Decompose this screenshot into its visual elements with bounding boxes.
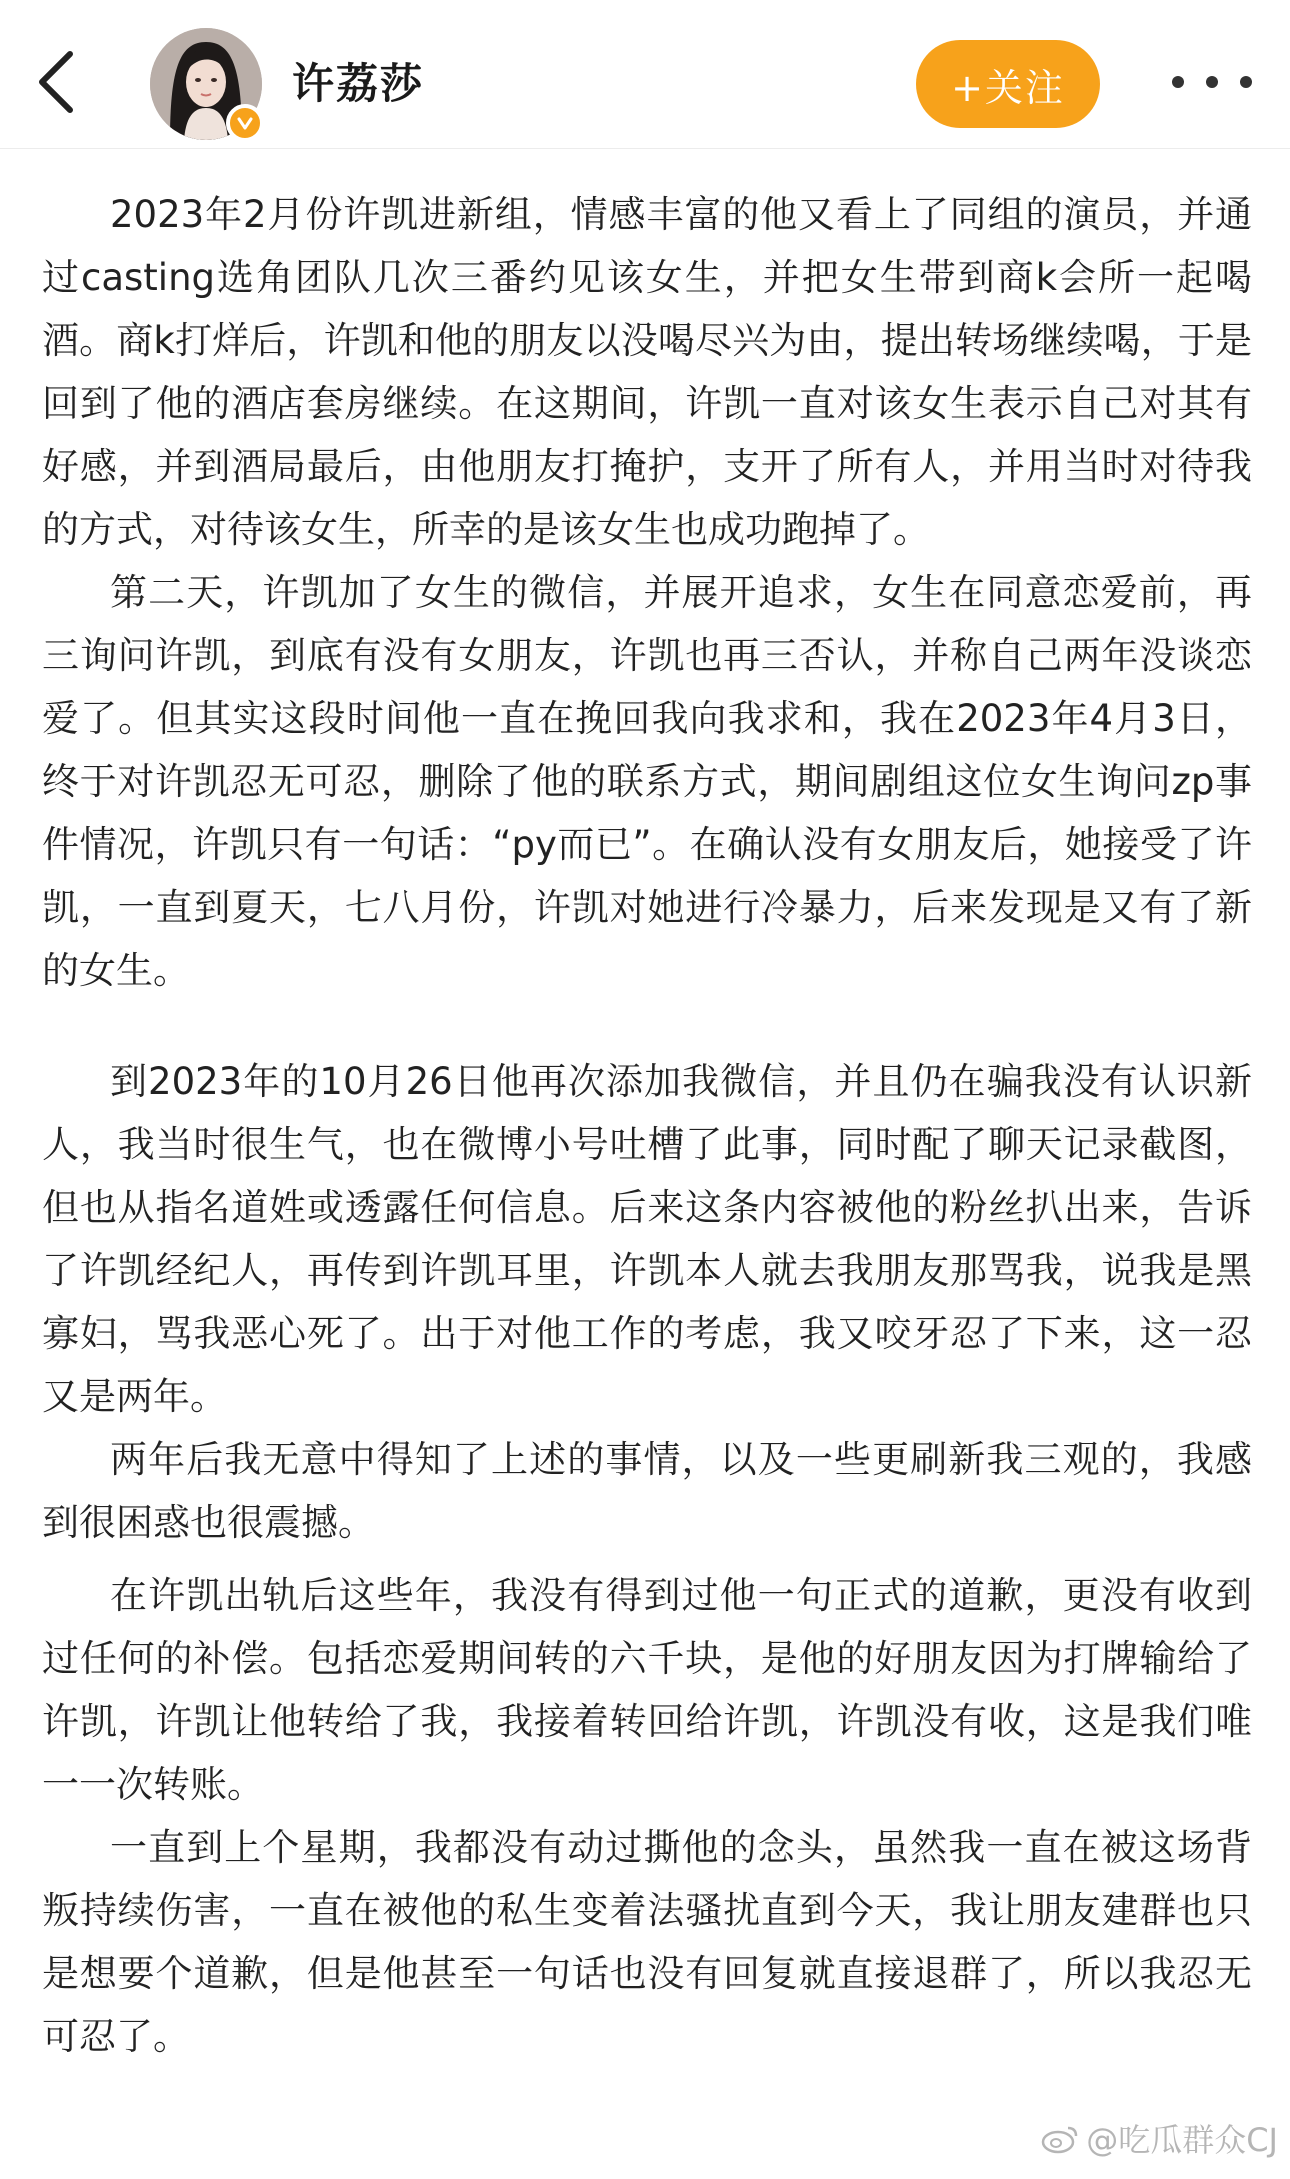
more-options-button[interactable]: [1172, 60, 1252, 104]
profile-name[interactable]: 许荔莎: [292, 59, 425, 108]
paragraph-spacer: [42, 1554, 1252, 1564]
avatar-container[interactable]: [150, 28, 262, 140]
paragraph-spacer: [42, 1002, 1252, 1050]
more-horizontal-icon-dot: [1240, 76, 1252, 88]
post-paragraph: 到2023年的10月26日他再次添加我微信，并且仍在骗我没有认识新人，我当时很生气，也在微博小号吐槽了此事，同时配了聊天记录截图，但也从指名道姓或透露任何信息。后来这条内容被他的粉丝扒出来，告诉了许凯经纪人，再传到许凯耳里，许凯本人就去我朋友那骂我，说我是黑寡妇，骂我恶心死了。出于对他工作的考虑，我又咬牙忍了下来，这一忍又是两年。: [42, 1060, 1252, 1418]
post-paragraph: 在许凯出轨后这些年，我没有得到过他一句正式的道歉，更没有收到过任何的补偿。包括恋爱期间转的六千块，是他的好朋友因为打牌输给了许凯，许凯让他转给了我，我接着转回给许凯，许凯没有收，这是我们唯一一次转账。: [42, 1574, 1252, 1806]
watermark-text: @吃瓜群众CJ: [1086, 2121, 1278, 2159]
back-button[interactable]: [26, 40, 86, 124]
verified-badge-icon: [226, 104, 264, 142]
profile-header: [0, 0, 1290, 149]
post-paragraph: 第二天，许凯加了女生的微信，并展开追求，女生在同意恋爱前，再三询问许凯，到底有没有女朋友，许凯也再三否认，并称自己两年没谈恋爱了。但其实这段时间他一直在挽回我向我求和，我在2023年4月3日，终于对许凯忍无可忍，删除了他的联系方式，期间剧组这位女生询问zp事件情况，许凯只有一句话：“py而已”。在确认没有女朋友后，她接受了许凯，一直到夏天，七八月份，许凯对她进行冷暴力，后来发现是又有了新的女生。: [42, 571, 1252, 992]
weibo-logo-icon: [1040, 2122, 1080, 2154]
more-horizontal-icon: [1172, 76, 1184, 88]
watermark: [1040, 2115, 1278, 2161]
post-body: [42, 183, 1252, 2068]
follow-button[interactable]: +关注: [916, 40, 1100, 128]
post-paragraph: 2023年2月份许凯进新组，情感丰富的他又看上了同组的演员，并通过casting选角团队几次三番约见该女生，并把女生带到商k会所一起喝酒。商k打烊后，许凯和他的朋友以没喝尽兴为由，提出转场继续喝，于是回到了他的酒店套房继续。在这期间，许凯一直对该女生表示自己对其有好感，并到酒局最后，由他朋友打掩护，支开了所有人，并用当时对待我的方式，对待该女生，所幸的是该女生也成功跑掉了。: [42, 193, 1252, 551]
post-paragraph: 两年后我无意中得知了上述的事情，以及一些更刷新我三观的，我感到很困惑也很震撼。: [42, 1438, 1252, 1544]
chevron-left-icon: [36, 50, 76, 114]
post-paragraph: 一直到上个星期，我都没有动过撕他的念头，虽然我一直在被这场背叛持续伤害，一直在被他的私生变着法骚扰直到今天，我让朋友建群也只是想要个道歉，但是他甚至一句话也没有回复就直接退群了，所以我忍无可忍了。: [42, 1826, 1252, 2058]
more-horizontal-icon-dot: [1206, 76, 1218, 88]
